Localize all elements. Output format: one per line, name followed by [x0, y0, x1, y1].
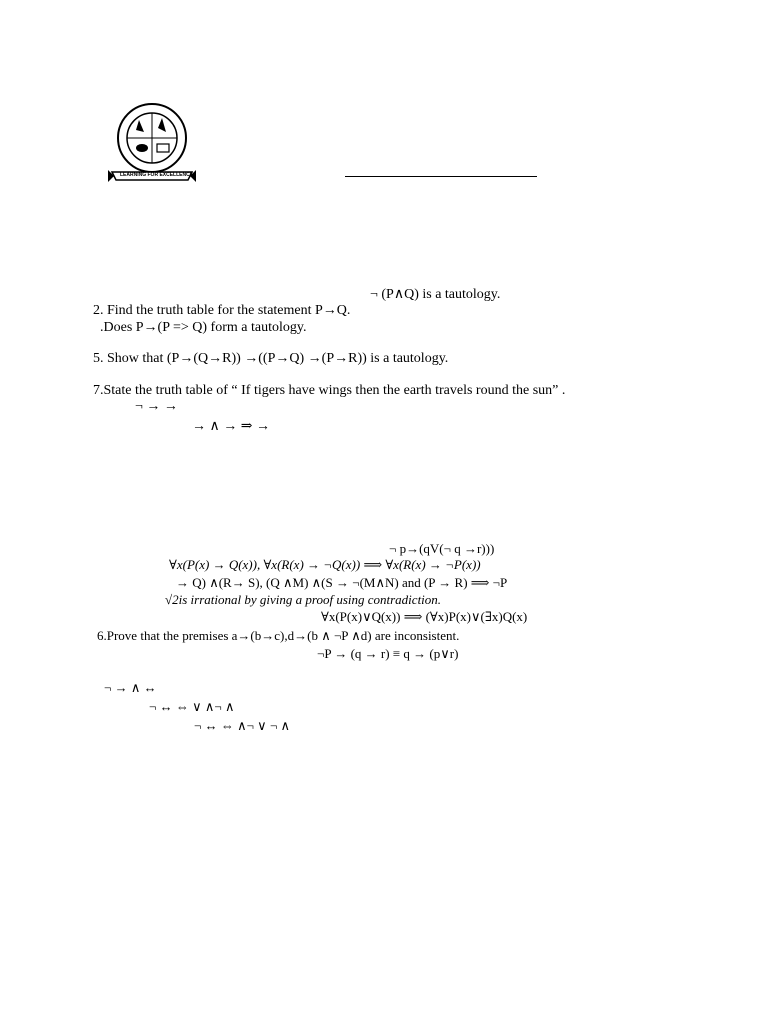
question-line: 6.Prove that the premises a→(b→c),d→(b ∧ ¬P ∧d) are inconsistent. — [97, 628, 460, 643]
math-line: √2is irrational by giving a proof using contradiction. — [165, 592, 442, 607]
symbol-line: ¬ ↔ ⇔ ∧¬ ∨ ¬ ∧ — [194, 718, 291, 733]
math-line: ¬P → (q → r) ≡ q → (p∨r) — [317, 646, 459, 661]
symbol-line: ¬ → ∧ ↔ — [104, 680, 157, 695]
math-line: ∀x(P(x) → Q(x)), ∀x(R(x) → ¬Q(x)) ⟹ ∀x(R(x) → ¬P(x)) — [169, 557, 481, 572]
title-underline — [345, 176, 537, 177]
symbol-line: ¬ ↔ ⇔ ∨ ∧¬ ∧ — [149, 699, 235, 714]
symbol-line: ¬ → → — [135, 399, 178, 414]
question-line: 7.State the truth table of “ If tigers have wings then the earth travels round the sun” . — [93, 383, 566, 398]
question-line: .Does P→(P => Q) form a tautology. — [100, 320, 307, 335]
college-logo — [106, 100, 198, 184]
question-line: ¬ p→(qV(¬ q →r))) — [389, 541, 495, 556]
math-line: ∀x(P(x)∨Q(x)) ⟹ (∀x)P(x)∨(∃x)Q(x) — [321, 609, 528, 624]
symbol-line: → ∧ → ⇒ → — [192, 419, 270, 434]
math-line: → Q) ∧(R→ S), (Q ∧M) ∧(S → ¬(M∧N) and (P → R) ⟹ ¬P — [176, 575, 508, 590]
question-line: 2. Find the truth table for the statement P→Q. — [93, 303, 351, 318]
question-line: ¬ (P∧Q) is a tautology. — [370, 287, 501, 302]
question-line: 5. Show that (P→(Q→R)) →((P→Q) →(P→R)) is a tautology. — [93, 351, 449, 366]
logo-banner-text: LEARNING FOR EXCELLENCE — [120, 172, 194, 178]
